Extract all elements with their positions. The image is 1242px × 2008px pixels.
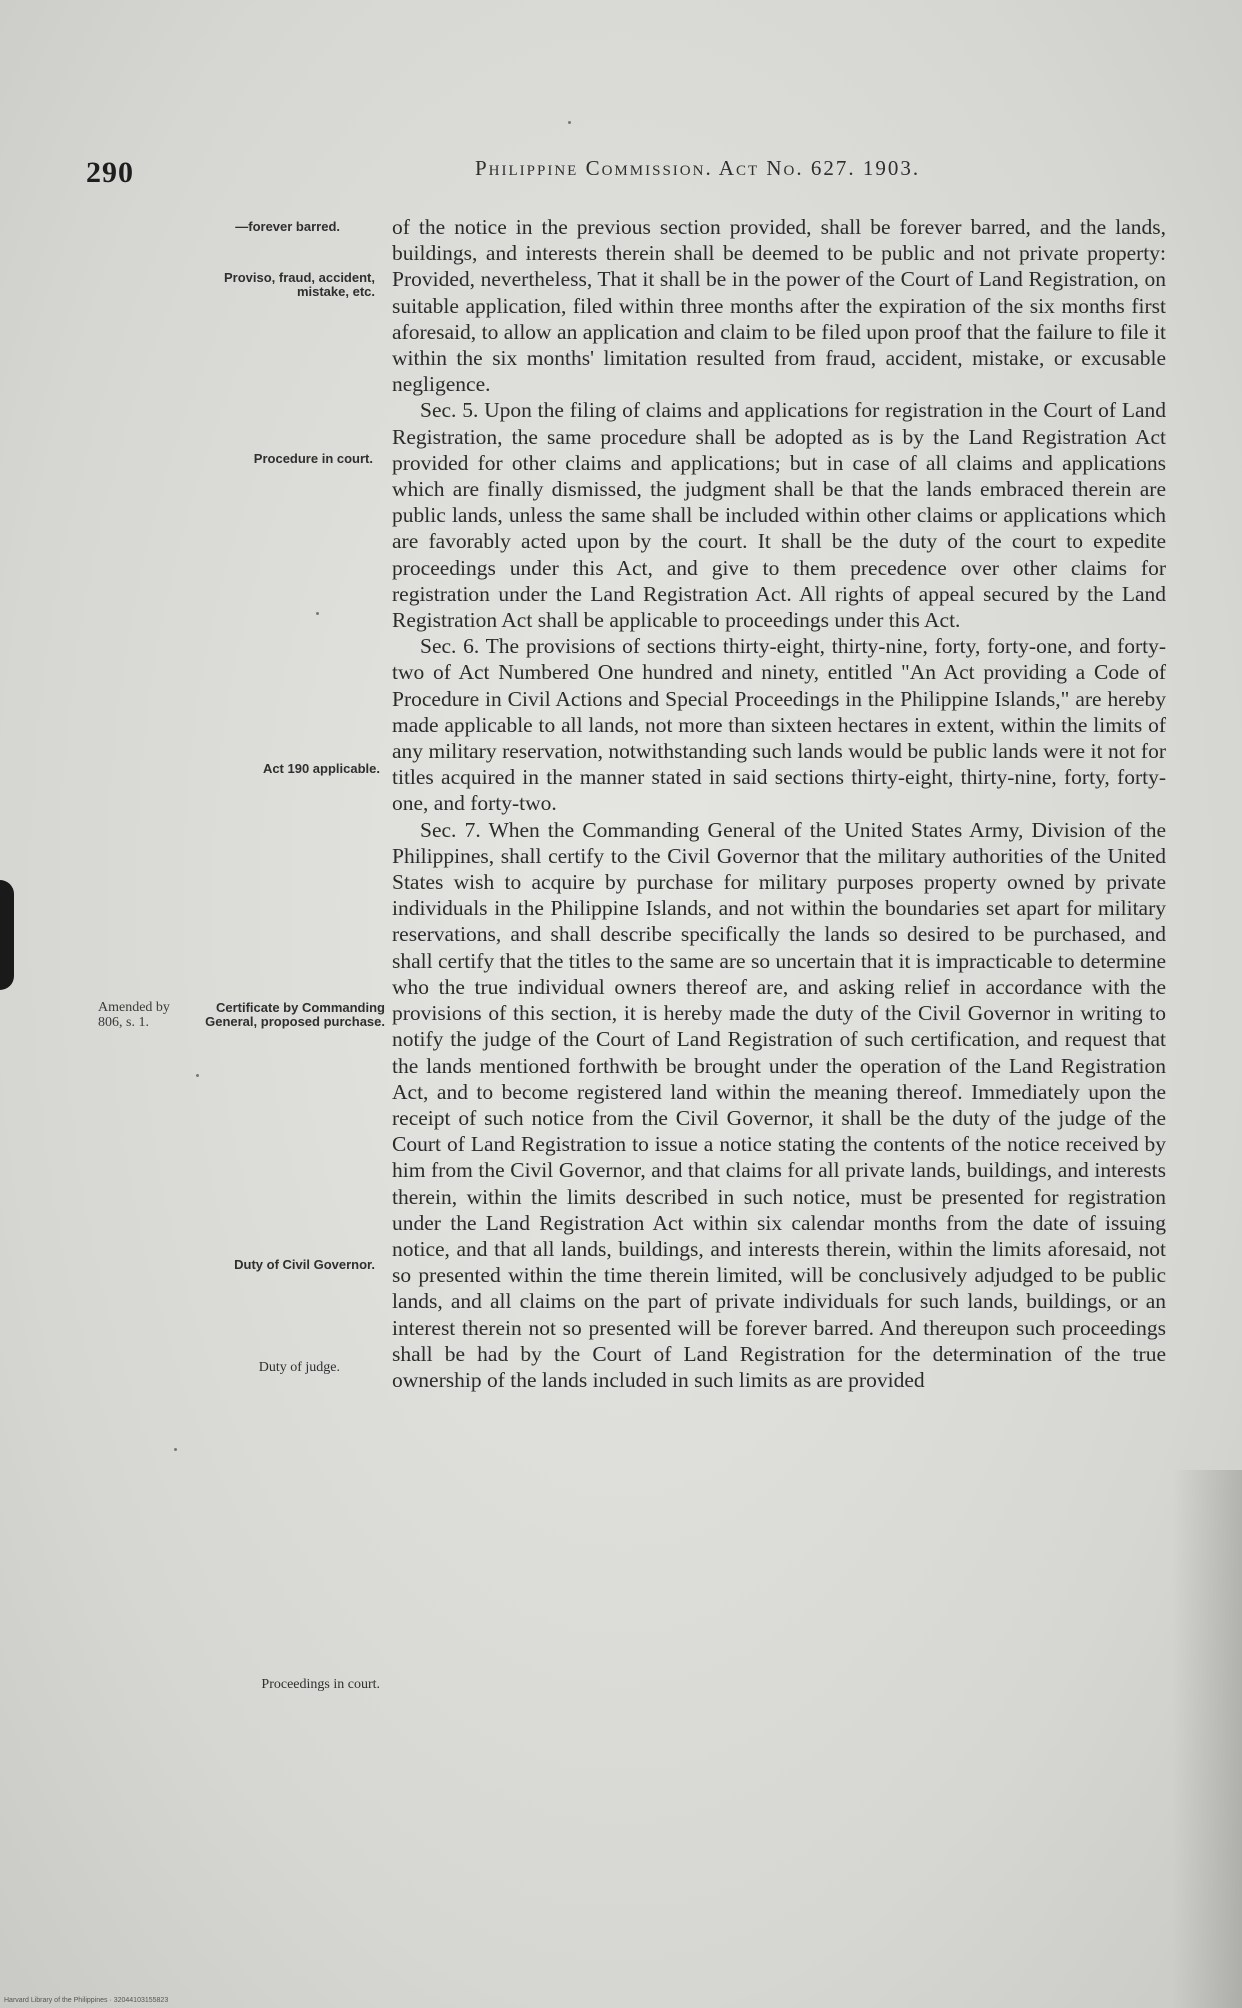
running-head: Philippine Commission. Act No. 627. 1903. [475, 156, 921, 180]
margin-note-procedure-in-court: Procedure in court. [253, 451, 373, 466]
margin-note-forever-barred: —forever barred. [235, 219, 340, 234]
margin-note-certificate: Certificate by Commanding General, proposed purchase. [205, 1000, 385, 1029]
margin-note-proceedings-in-court: Proceedings in court. [261, 1677, 380, 1692]
margin-note-duty-civil-governor: Duty of Civil Governor. [234, 1257, 375, 1272]
paragraph-sec-7: Sec. 7. When the Commanding General of the United States Army, Division of the Philippines, shall certify to the Civil Governor that the military authorities of the United States wish to acquire by purchase for military purposes property owned by private individuals in the Philippine Islands, and not within the boundaries set apart for military reservations, and shall describe specifically the lands so desired to be purchased, and shall certify that the titles to the same are so uncertain that it is impracticable to determine who the true individual owners thereof are, and asking relief in accordance with the provisions of this section, it is hereby made the duty of the Civil Governor in writing to notify the judge of the Court of Land Registration of such certification, and request that the lands mentioned forthwith be brought under the operation of the Land Registration Act, and to become registered land within the meaning thereof. Immediately upon the receipt of such notice from the Civil Governor, it shall be the duty of the judge of the Court of Land Registration to issue a notice stating the contents of the notice received by him from the Civil Governor, and that claims for all private lands, buildings, and interests therein, within the limits described in such notice, must be presented for registration under the Land Registration Act within six calendar months from the date of issuing notice, and that all lands, buildings, and interests therein, within the limits aforesaid, not so presented within the time therein limited, will be conclusively adjudged to be public lands, and all claims on the part of private individuals for such lands, buildings, or an interest therein not so presented will be forever barred. And thereupon such proceedings shall be had by the Court of Land Registration for the determination of the true ownership of the lands included in such limits as are provided [392, 817, 1166, 1392]
scan-speck [174, 1448, 177, 1451]
paragraph-sec-5: Sec. 5. Upon the filing of claims and applications for registration in the Court of Land Registration, the same procedure shall be adopted as is by the Land Registration Act provided for other claims and applications; but in case of all claims and applications which are finally dismissed, the judgment shall be that the lands embraced therein are public lands, unless the same shall be included within other claims or applications which are favorably acted upon by the court. It shall be the duty of the court to expedite proceedings under this Act, and give to them precedence over other claims for registration under the Land Registration Act. All rights of appeal secured by the Land Registration Act shall be applicable to proceedings under this Act. [392, 398, 1166, 633]
scan-speck [568, 121, 571, 124]
paragraph-sec-6: Sec. 6. The provisions of sections thirty-eight, thirty-nine, forty, forty-one, and forty-two of Act Numbered One hundred and ninety, entitled "An Act providing a Code of Procedure in Civil Actions and Special Proceedings in the Philippine Islands," are hereby made applicable to all lands, not more than sixteen hectares in extent, within the limits of any military reservation, notwithstanding such lands would be public lands were it not for titles acquired in the manner stated in said sections thirty-eight, thirty-nine, forty, forty-one, and forty-two. [392, 634, 1166, 816]
scan-speck [316, 612, 319, 615]
margin-note-act-190: Act 190 applicable. [262, 761, 380, 776]
scan-edge-shadow-right [1172, 1470, 1242, 2008]
page-number: 290 [86, 156, 134, 189]
body-text [392, 214, 1166, 1393]
margin-note-proviso: Proviso, fraud, accident, mistake, etc. [224, 270, 375, 299]
scan-credit: Harvard Library of the Philippines · 32044103155823 [4, 1997, 169, 2004]
margin-note-amended: Amended by 806, s. 1. [98, 1000, 170, 1030]
margin-note-duty-of-judge: Duty of judge. [258, 1360, 340, 1375]
scan-speck [196, 1074, 199, 1077]
paragraph-continuation: of the notice in the previous section provided, shall be forever barred, and the lands, buildings, and interests therein shall be deemed to be public and not private property: Provided, nevertheless, That it shall be in the power of the Court of Land Registration, on suitable application, filed within three months after the expiration of the six months first aforesaid, to allow an application and claim to be filed upon proof that the failure to file it within the six months' limitation resulted from fraud, accident, mistake, or excusable negligence. [392, 215, 1166, 397]
scan-edge-shadow [0, 880, 14, 990]
